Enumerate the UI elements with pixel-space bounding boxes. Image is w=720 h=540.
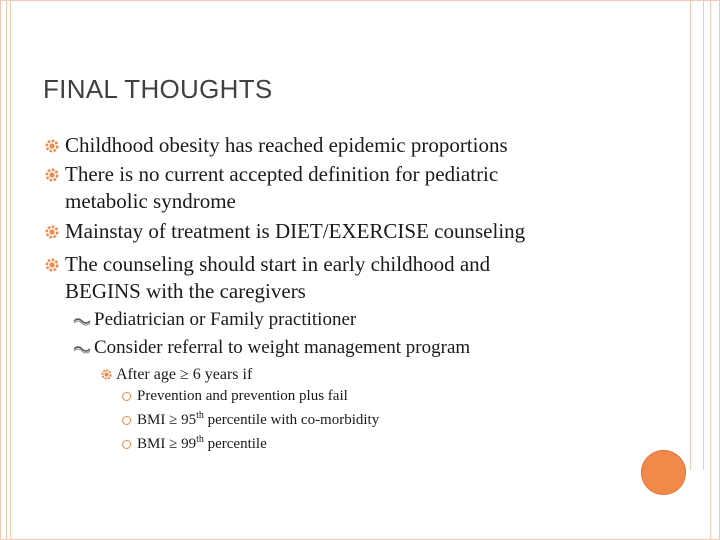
right-decorative-border [690,0,704,470]
bullet-text-continued: BEGINS with the caregivers [65,279,306,303]
bullet-text-main: Prevention and prevention plus fail [137,388,348,404]
right-outer-border [710,0,714,540]
bullet-text: Consider referral to weight management program [94,337,471,358]
bullet-text-rest: percentile with co-morbidity [203,412,380,428]
left-decorative-border [6,0,11,540]
bullet-text: The counseling should start in early childhood and [65,252,491,276]
bullet-text: Mainstay of treatment is DIET/EXERCISE counseling [65,219,526,243]
bullet-text-superscript: th [196,410,204,421]
bullet-text [137,410,379,431]
bullet-text-main: BMI ≥ 95 [137,412,197,428]
ring-bullet-icon [122,392,131,401]
bullet-text-continued: metabolic syndrome [65,189,236,213]
bullet-text: Pediatrician or Family practitioner [94,309,357,330]
flag-bullet-icon [73,344,91,354]
ring-bullet-icon [122,440,131,449]
bullet-text-superscript: th [196,434,204,445]
gear-bullet-icon [45,168,59,182]
gear-bullet-icon [101,369,112,380]
ring-bullet-icon [122,416,131,425]
bullet-text [137,434,267,455]
gear-bullet-icon [45,139,59,153]
gear-bullet-icon [45,258,59,272]
slide-title: FINAL THOUGHTS [43,74,273,104]
flag-bullet-icon [73,316,91,326]
bullet-text: There is no current accepted definition for pediatric [65,162,499,186]
bullet-text-rest: percentile [203,436,267,452]
decorative-orange-circle [641,450,686,495]
gear-bullet-icon [45,225,59,239]
bullet-text: After age ≥ 6 years if [116,366,253,383]
bullet-text-main: BMI ≥ 99 [137,436,197,452]
bullet-text [137,386,348,407]
bullet-text: Childhood obesity has reached epidemic proportions [65,133,508,157]
